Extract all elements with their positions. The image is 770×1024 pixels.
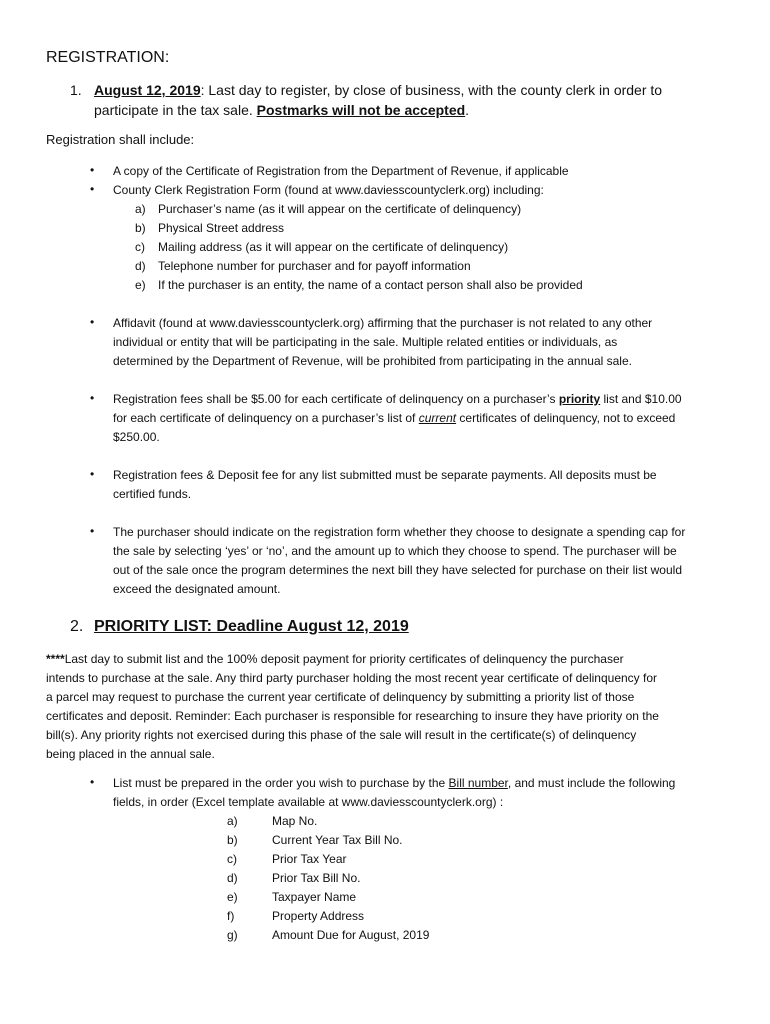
- field-key: d): [227, 871, 238, 885]
- item-number-1: 1.: [70, 82, 82, 98]
- bullet-fees-line: $250.00.: [113, 430, 160, 444]
- registration-deadline-line-2: [94, 102, 469, 118]
- bullet-icon: •: [90, 775, 95, 789]
- field-item: Amount Due for August, 2019: [272, 928, 430, 942]
- priority-list-heading: PRIORITY LIST: Deadline August 12, 2019: [94, 618, 409, 635]
- sublist-item: If the purchaser is an entity, the name of a contact person shall also be provided: [158, 278, 583, 292]
- bullet-affidavit-line: Affidavit (found at www.daviesscountyclerk.org) affirming that the purchaser is not related to any other: [113, 316, 653, 330]
- bullet-payments-line: certified funds.: [113, 487, 192, 501]
- registration-include-label: Registration shall include:: [46, 132, 195, 147]
- bullet-icon: •: [90, 182, 95, 196]
- bullet-icon: •: [90, 163, 95, 177]
- bullet-fees-line: [113, 391, 682, 407]
- colon: :: [200, 82, 205, 98]
- registration-text-1: Last day to register, by close of business, with the county clerk in order to: [204, 82, 663, 98]
- field-key: g): [227, 928, 238, 942]
- priority-para-line: certificates and deposit. Reminder: Each purchaser is responsible for researching to insure they have priority on the: [46, 709, 659, 723]
- fees-text: for each certificate of delinquency on a purchaser’s list of: [113, 411, 419, 425]
- bullet-icon: •: [90, 524, 95, 538]
- field-key: e): [227, 890, 238, 904]
- registration-date: August 12, 2019: [94, 82, 201, 98]
- bullet-certificate-registration: A copy of the Certificate of Registration from the Department of Revenue, if applicable: [113, 164, 569, 178]
- priority-para-line: a parcel may request to purchase the current year certificate of delinquency by submitting a priority list of those: [46, 690, 635, 704]
- sublist-key: e): [135, 278, 146, 292]
- fees-text: list and $10.00: [600, 392, 682, 406]
- fees-text: Registration fees shall be $5.00 for each certificate of delinquency on a purchaser’s: [113, 392, 559, 406]
- sublist-key: b): [135, 221, 146, 235]
- field-item: Prior Tax Bill No.: [272, 871, 361, 885]
- priority-para-line: bill(s). Any priority rights not exercised during this phase of the sale will result in the certificate(s) of delinquency: [46, 728, 637, 742]
- field-item: Taxpayer Name: [272, 890, 357, 904]
- bullet-spending-cap-line: exceed the designated amount.: [113, 582, 281, 596]
- field-key: f): [227, 909, 235, 923]
- priority-para-line: intends to purchase at the sale. Any third party purchaser holding the most recent year certificate of delinquency for: [46, 671, 658, 685]
- section-heading-registration: REGISTRATION:: [46, 49, 170, 66]
- bullet-spending-cap-line: The purchaser should indicate on the registration form whether they choose to designate a spending cap for: [113, 525, 686, 539]
- sublist-key: c): [135, 240, 145, 254]
- bill-number-emphasis: Bill number: [448, 776, 508, 790]
- stars: ****: [46, 652, 65, 666]
- list-text: , and must include the following: [507, 776, 676, 790]
- bullet-fees-line: [113, 410, 675, 426]
- list-instructions-line: [113, 775, 675, 791]
- bullet-affidavit-line: determined by the Department of Revenue, will be prohibited from participating in the annual sale.: [113, 354, 632, 368]
- field-item: Property Address: [272, 909, 365, 923]
- item-number-2: 2.: [70, 618, 84, 635]
- bullet-spending-cap-line: out of the sale once the program determines the next bill they have selected for purchase on their list would: [113, 563, 682, 577]
- bullet-icon: •: [90, 315, 95, 329]
- field-item: Current Year Tax Bill No.: [272, 833, 403, 847]
- field-key: a): [227, 814, 238, 828]
- bullet-clerk-form: County Clerk Registration Form (found at www.daviesscountyclerk.org) including:: [113, 183, 544, 197]
- sublist-key: d): [135, 259, 146, 273]
- priority-para-text: Last day to submit list and the 100% deposit payment for priority certificates of delinquency the purchaser: [64, 652, 624, 666]
- registration-deadline-line: [94, 82, 662, 98]
- sublist-item: Physical Street address: [158, 221, 285, 235]
- field-item: Map No.: [272, 814, 318, 828]
- period: .: [465, 102, 470, 118]
- bullet-icon: •: [90, 391, 95, 405]
- list-instructions-line: fields, in order (Excel template available at www.daviesscountyclerk.org) :: [113, 795, 504, 809]
- sublist-item: Telephone number for purchaser and for payoff information: [158, 259, 471, 273]
- field-key: b): [227, 833, 238, 847]
- sublist-item: Purchaser’s name (as it will appear on the certificate of delinquency): [158, 202, 522, 216]
- sublist-item: Mailing address (as it will appear on the certificate of delinquency): [158, 240, 509, 254]
- current-emphasis: current: [418, 411, 457, 425]
- priority-emphasis: priority: [558, 392, 601, 406]
- bullet-icon: •: [90, 467, 95, 481]
- bullet-spending-cap-line: the sale by selecting ‘yes’ or ‘no’, and the amount up to which they choose to spend. The purchaser will be: [113, 544, 677, 558]
- registration-text-2: participate in the tax sale.: [94, 102, 257, 118]
- bullet-affidavit-line: individual or entity that will be participating in the sale. Multiple related entities or individuals, as: [113, 335, 618, 349]
- field-key: c): [227, 852, 237, 866]
- priority-para-line: being placed in the annual sale.: [46, 747, 215, 761]
- priority-para-line: [46, 651, 624, 667]
- fees-text: certificates of delinquency, not to exceed: [456, 411, 676, 425]
- field-item: Prior Tax Year: [272, 852, 347, 866]
- sublist-key: a): [135, 202, 146, 216]
- postmarks-note: Postmarks will not be accepted: [256, 102, 466, 118]
- bullet-payments-line: Registration fees & Deposit fee for any list submitted must be separate payments. All deposits must be: [113, 468, 657, 482]
- list-text: List must be prepared in the order you wish to purchase by the: [113, 776, 449, 790]
